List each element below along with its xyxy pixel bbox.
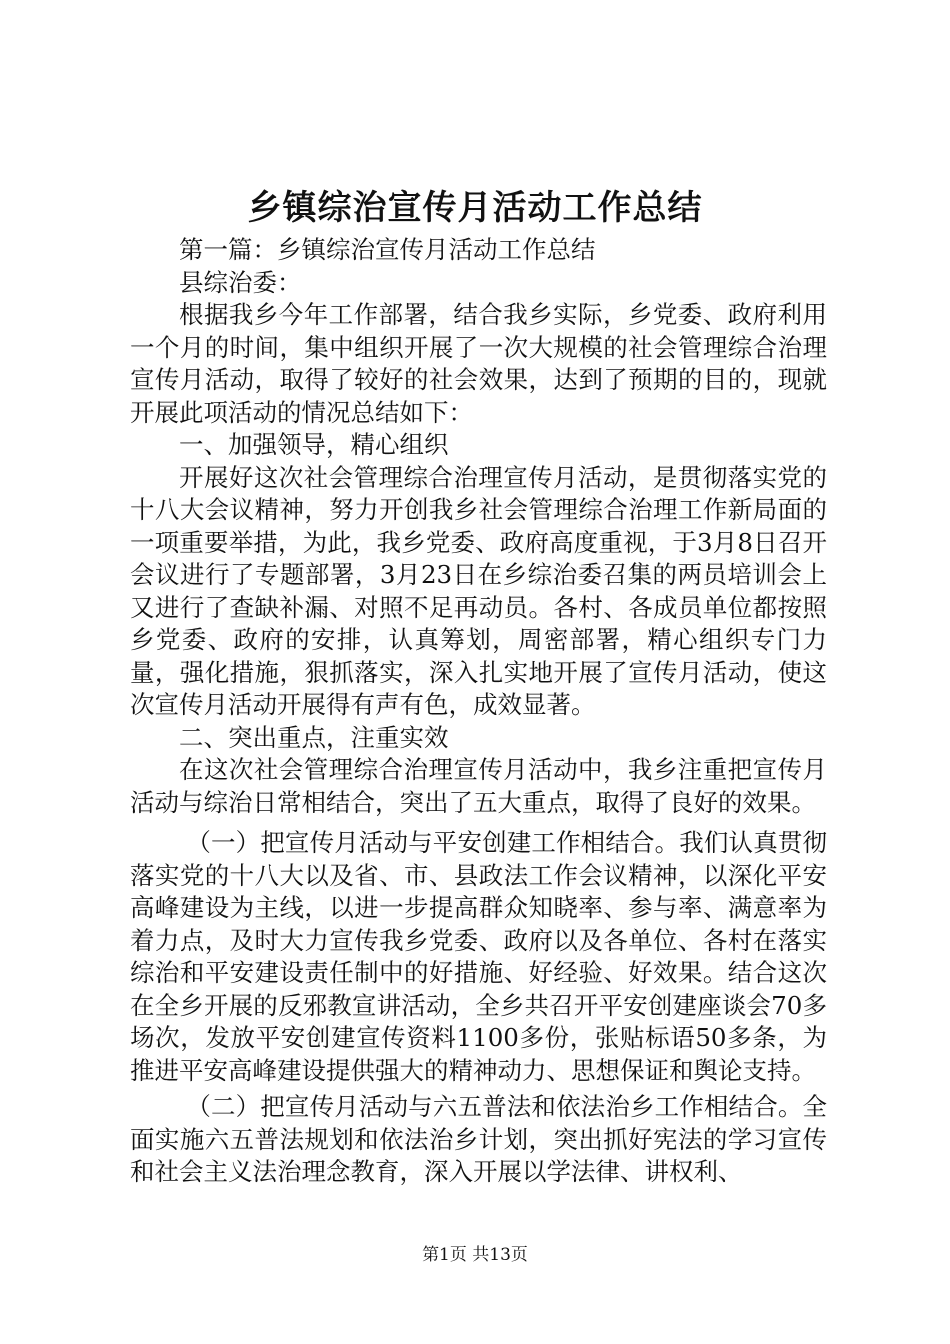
document-title: 乡镇综治宣传月活动工作总结 [247,188,703,228]
document-body [130,234,827,1189]
paragraph-body-two: 在这次社会管理综合治理宣传月活动中，我乡注重把宣传月活动与综治日常相结合，突出了五大重点，取得了良好的效果。 [130,755,827,817]
paragraph-section-heading: 第一篇：乡镇综治宣传月活动工作总结 [179,235,596,264]
paragraph-salutation: 县综治委： [179,267,302,297]
paragraph-heading-one: 一、加强领导，精心组织 [179,430,449,459]
paragraph-intro: 根据我乡今年工作部署，结合我乡实际，乡党委、政府利用一个月的时间，集中组织开展了一次大规模的社会管理综合治理宣传月活动，取得了较好的社会效果，达到了预期的目的，现就开展此项活动的情况总结如下： [130,300,827,427]
paragraph-heading-two: 二、突出重点，注重实效 [179,722,449,752]
paragraph-item-two: （二）把宣传月活动与六五普法和依法治乡工作相结合。全面实施六五普法规划和依法治乡计划，突出抓好宪法的学习宣传和社会主义法治理念教育，深入开展以学法律、讲权利、 [130,1092,827,1186]
paragraph-item-one: （一）把宣传月活动与平安创建工作相结合。我们认真贯彻落实党的十八大以及省、市、县政法工作会议精神，以深化平安高峰建设为主线，以进一步提高群众知晓率、参与率、满意率为着力点，及时大力宣传我乡党委、政府以及各单位、各村在落实综治和平安建设责任制中的好措施、好经验、好效果。结合这次在全乡开展的反邪教宣讲活动，全乡共召开平安创建座谈会70多场次，发放平安创建宣传资料1100多份，张贴标语50多条，为推进平安高峰建设提供强大的精神动力、思想保证和舆论支持。 [130,828,827,1085]
page-number-footer: 第1页 共13页 [422,1245,528,1265]
paragraph-body-one: 开展好这次社会管理综合治理宣传月活动，是贯彻落实党的十八大会议精神，努力开创我乡社会管理综合治理工作新局面的一项重要举措，为此，我乡党委、政府高度重视，于3月8日召开会议进行了专题部署，3月23日在乡综治委召集的两员培训会上又进行了查缺补漏、对照不足再动员。各村、各成员单位都按照乡党委、政府的安排，认真筹划，周密部署，精心组织专门力量，强化措施，狠抓落实，深入扎实地开展了宣传月活动，使这次宣传月活动开展得有声有色，成效显著。 [130,462,827,719]
